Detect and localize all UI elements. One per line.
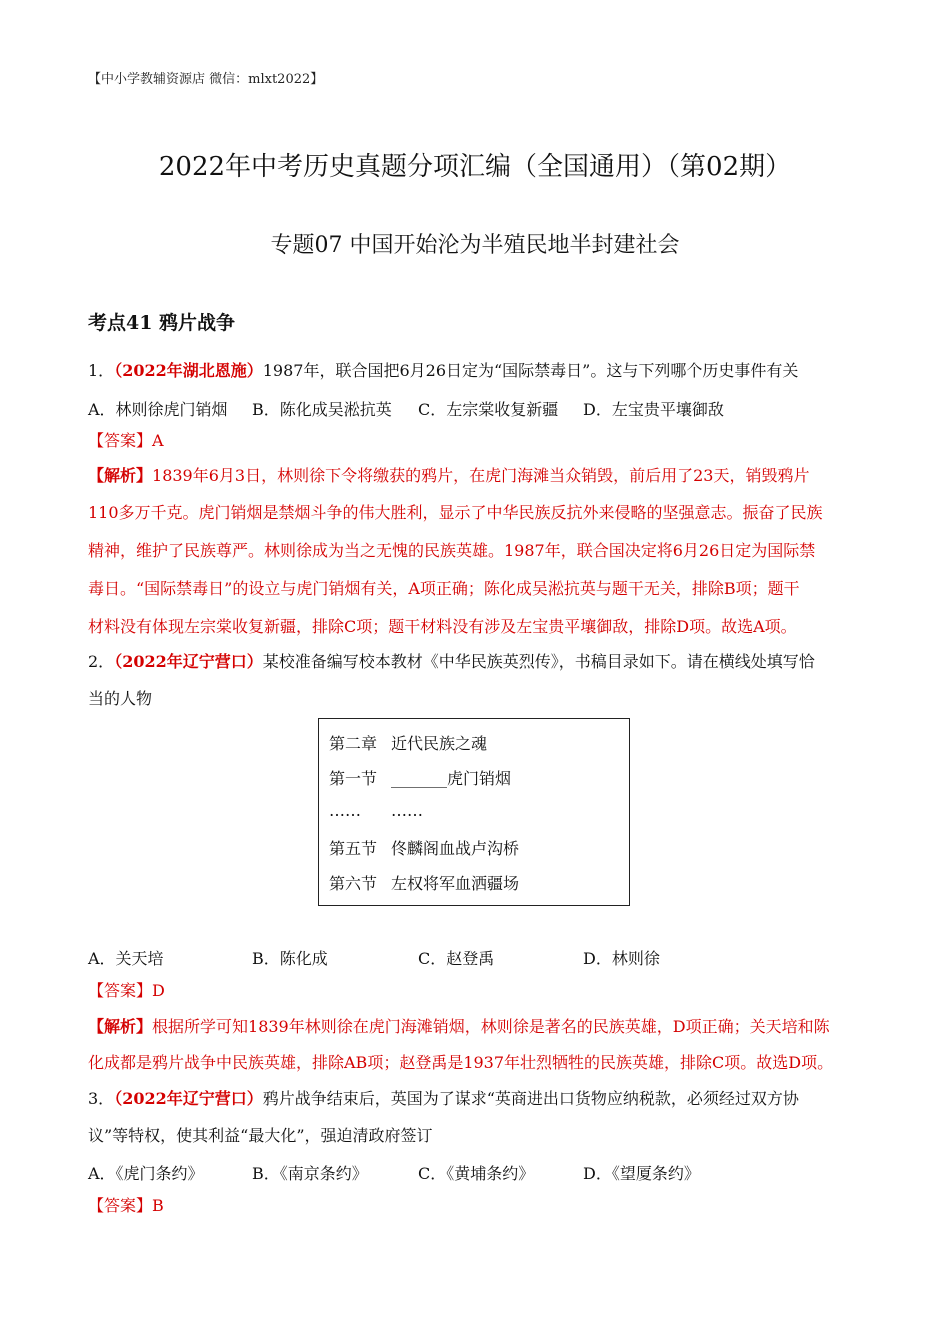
question-1-source: （2022年湖北恩施） bbox=[114, 361, 263, 380]
question-3-text-2: 议”等特权，使其利益“最大化”，强迫清政府签订 bbox=[88, 1126, 433, 1145]
toc-col-1: 第二章 bbox=[329, 734, 378, 753]
q3-option-a: A．《虎门条约》 bbox=[88, 1164, 204, 1183]
q1-analysis-text-1: 1839年6月3日，林则徐下令将缴获的鸦片，在虎门海滩当众销毁，前后用了23天，销毁鸦片 bbox=[152, 466, 810, 485]
toc-col-2: 近代民族之魂 bbox=[391, 734, 488, 753]
toc-col-1: 第一节 bbox=[329, 769, 378, 788]
question-3-number: 3． bbox=[88, 1089, 115, 1108]
question-2-number: 2． bbox=[88, 652, 115, 671]
q2-option-a: A．关天培 bbox=[88, 949, 164, 968]
page-title: 2022年中考历史真题分项汇编（全国通用）（第02期） bbox=[158, 152, 792, 182]
question-3-source: （2022年辽宁营口） bbox=[114, 1089, 263, 1108]
q1-analysis-line-4: 毒日。“国际禁毒日”的设立与虎门销烟有关，A项正确；陈化成吴淞抗英与题干无关，排除B项；题干 bbox=[88, 579, 800, 598]
q1-answer: 【答案】A bbox=[88, 431, 164, 450]
q3-option-d: D．《望厦条约》 bbox=[583, 1164, 700, 1183]
q3-answer: 【答案】B bbox=[88, 1196, 164, 1215]
q2-answer: 【答案】D bbox=[88, 981, 165, 1000]
q2-analysis-label: 【解析】 bbox=[88, 1017, 153, 1036]
q1-analysis-line-2: 110多万千克。虎门销烟是禁烟斗争的伟大胜利，显示了中华民族反抗外来侵略的坚强意志。振奋了民族 bbox=[88, 503, 823, 522]
page-subtitle: 专题07 中国开始沦为半殖民地半封建社会 bbox=[270, 233, 680, 258]
q1-option-a: A．林则徐虎门销烟 bbox=[88, 400, 228, 419]
toc-col-1: 第五节 bbox=[329, 839, 378, 858]
q2-analysis-line-1 bbox=[88, 1017, 830, 1037]
toc-row bbox=[329, 731, 487, 754]
q1-option-c: C．左宗棠收复新疆 bbox=[418, 400, 559, 419]
toc-col-2: 佟麟阁血战卢沟桥 bbox=[391, 839, 520, 858]
toc-col-2: 左权将军血洒疆场 bbox=[391, 874, 520, 893]
q2-option-b: B．陈化成 bbox=[252, 949, 328, 968]
table-of-contents-box bbox=[318, 718, 630, 906]
toc-row bbox=[329, 801, 423, 820]
toc-col-1: …… bbox=[329, 801, 361, 820]
q2-option-c: C．赵登禹 bbox=[418, 949, 495, 968]
q2-analysis-line-2: 化成都是鸦片战争中民族英雄，排除AB项；赵登禹是1937年壮烈牺牲的民族英雄，排除C项。故选D项。 bbox=[88, 1053, 834, 1072]
question-2-text-2: 当的人物 bbox=[88, 689, 153, 708]
toc-row bbox=[329, 766, 511, 789]
q1-option-b: B．陈化成吴淞抗英 bbox=[252, 400, 392, 419]
q3-option-b: B．《南京条约》 bbox=[252, 1164, 368, 1183]
question-1-number: 1． bbox=[88, 361, 115, 380]
question-2-stem bbox=[88, 652, 815, 672]
q3-option-c: C．《黄埔条约》 bbox=[418, 1164, 535, 1183]
toc-col-2: _______虎门销烟 bbox=[391, 769, 512, 788]
question-2-text-1: 某校准备编写校本教材《中华民族英烈传》，书稿目录如下。请在横线处填写恰 bbox=[262, 652, 815, 671]
toc-col-1: 第六节 bbox=[329, 874, 378, 893]
q2-option-d: D．林则徐 bbox=[583, 949, 660, 968]
q1-analysis-line-3: 精神，维护了民族尊严。林则徐成为当之无愧的民族英雄。1987年，联合国决定将6月26日定为国际禁 bbox=[88, 541, 816, 560]
toc-col-2: …… bbox=[391, 801, 423, 820]
question-1-text: 1987年，联合国把6月26日定为“国际禁毒日”。这与下列哪个历史事件有关 bbox=[262, 361, 799, 380]
q1-analysis-label: 【解析】 bbox=[88, 466, 153, 485]
question-3-stem bbox=[88, 1089, 799, 1109]
q1-analysis-line-5: 材料没有体现左宗棠收复新疆，排除C项；题干材料没有涉及左宝贵平壤御敌，排除D项。故选A项。 bbox=[88, 617, 797, 636]
question-3-text-1: 鸦片战争结束后，英国为了谋求“英商进出口货物应纳税款，必须经过双方协 bbox=[262, 1089, 799, 1108]
toc-row bbox=[329, 871, 519, 894]
toc-row bbox=[329, 836, 519, 859]
section-heading: 考点41 鸦片战争 bbox=[88, 312, 236, 334]
question-1-stem bbox=[88, 361, 798, 381]
q1-analysis-line-1 bbox=[88, 466, 809, 486]
q1-option-d: D．左宝贵平壤御敌 bbox=[583, 400, 724, 419]
question-2-source: （2022年辽宁营口） bbox=[114, 652, 263, 671]
header-note: 【中小学教辅资源店 微信：mlxt2022】 bbox=[88, 72, 324, 87]
q2-analysis-text-1: 根据所学可知1839年林则徐在虎门海滩销烟，林则徐是著名的民族英雄，D项正确；关天培和陈 bbox=[152, 1017, 830, 1036]
